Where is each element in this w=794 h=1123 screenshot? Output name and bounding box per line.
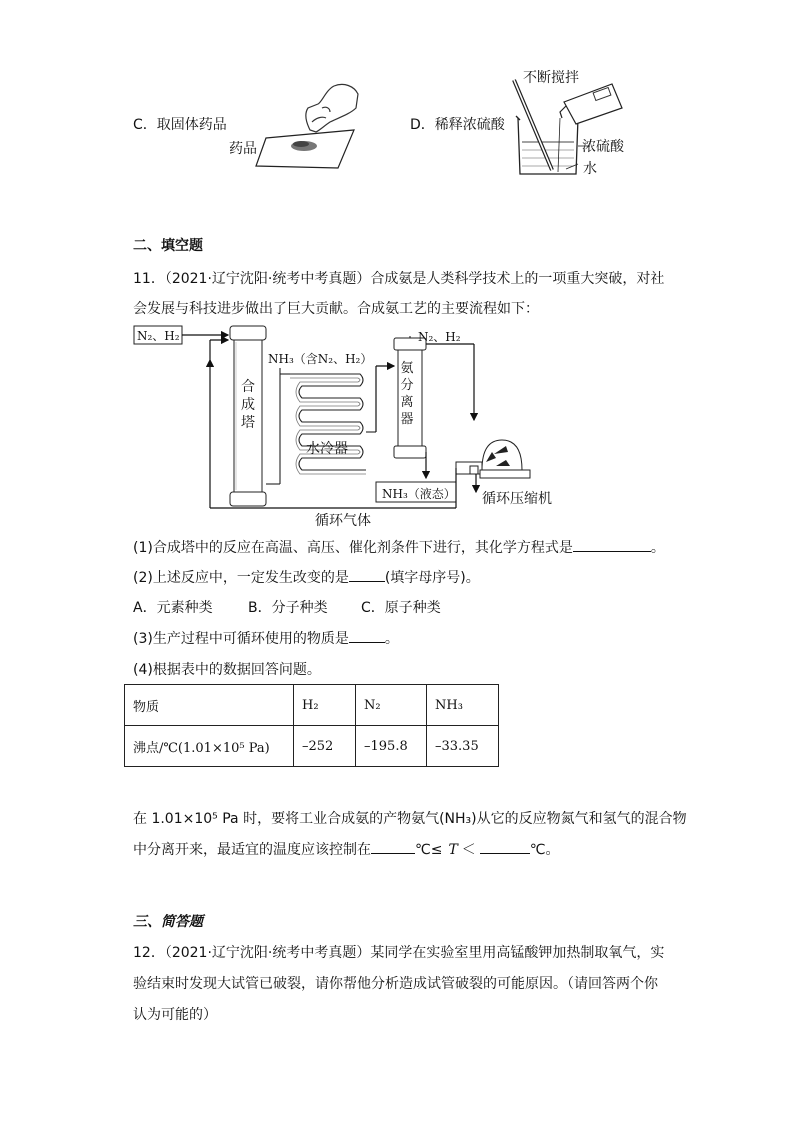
recycle-gas-label: 循环气体	[315, 513, 371, 529]
separator-top-label: N₂、H₂	[418, 330, 461, 344]
feed-label: N₂、H₂	[137, 329, 180, 343]
hand-icon	[306, 84, 358, 132]
q12-line2: 验结束时发现大试管已破裂，请你帮他分析造成试管破裂的可能原因。（请回答两个你	[133, 976, 658, 992]
section-title-fill-in: 二、填空题	[133, 238, 203, 254]
liquid-ammonia-label: NH₃（液态）	[382, 487, 456, 501]
choice-c: C．原子种类	[361, 600, 441, 616]
water-cooler-coil	[266, 368, 376, 484]
table-cell: –195.8	[356, 726, 427, 767]
boiling-point-table	[124, 684, 499, 767]
water-label: 水	[583, 161, 597, 177]
tower-label: 合成塔	[241, 379, 255, 431]
q11-para-line2: 中分离开来，最适宜的温度应该控制在 ℃≤ T ＜ ℃。	[133, 839, 560, 859]
q12-line1: 12．（2021·辽宁沈阳·统考中考真题）某同学在实验室里用高锰酸钾加热制取氧气，实	[133, 945, 665, 961]
q11-part4: (4)根据表中的数据回答问题。	[133, 662, 321, 678]
beaker	[516, 116, 578, 174]
stir-label: 不断搅拌	[523, 70, 579, 86]
take-solid-illustration	[226, 78, 366, 174]
answer-blank-2[interactable]	[349, 567, 385, 582]
table-cell: –252	[294, 726, 356, 767]
table-row	[125, 726, 499, 767]
compressor-label: 循环压缩机	[482, 491, 552, 507]
q11-part2: (2)上述反应中，一定发生改变的是 (填字母序号)。	[133, 567, 480, 587]
acid-label: 浓硫酸	[582, 139, 624, 155]
q11-intro-line2: 会发展与科技进步做出了巨大贡献。合成氨工艺的主要流程如下：	[133, 301, 539, 317]
answer-blank-1[interactable]	[573, 537, 651, 552]
q11-part3: (3)生产过程中可循环使用的物质是 。	[133, 628, 399, 648]
nh3-out-label: NH₃（含N₂、H₂）	[268, 352, 373, 366]
table-header-cell: 物质	[125, 685, 294, 726]
table-header-cell: H₂	[294, 685, 356, 726]
q11-intro-line1: 11．（2021·辽宁沈阳·统考中考真题）合成氨是人类科学技术上的一项重大突破，对社	[133, 271, 665, 287]
compressor-icon	[456, 440, 530, 478]
table-cell: –33.35	[427, 726, 499, 767]
table-row-label: 沸点/℃(1.01×10⁵ Pa)	[125, 726, 294, 767]
q11-part1: (1)合成塔中的反应在高温、高压、催化剂条件下进行，其化学方程式是 。	[133, 537, 665, 557]
option-d-label: D．稀释浓硫酸	[410, 117, 505, 133]
table-header-cell: NH₃	[427, 685, 499, 726]
choice-b: B．分子种类	[248, 600, 328, 616]
drug-label: 药品	[229, 141, 257, 157]
powder-pile	[291, 141, 317, 151]
choice-a: A．元素种类	[133, 600, 213, 616]
answer-blank-5[interactable]	[480, 839, 530, 854]
table-header-cell: N₂	[356, 685, 427, 726]
answer-blank-4[interactable]	[371, 839, 415, 854]
q12-line3: 认为可能的）	[133, 1007, 217, 1023]
answer-blank-3[interactable]	[349, 628, 385, 643]
cooler-label: 水冷器	[306, 441, 348, 457]
table-header-row	[125, 685, 499, 726]
q11-para-line1: 在 1.01×10⁵ Pa 时，要将工业合成氨的产物氨气(NH₃)从它的反应物氮气和氢气的混合物	[133, 811, 687, 827]
section-title-short-answer: 三、简答题	[133, 914, 203, 930]
option-c-label: C．取固体药品	[133, 117, 227, 133]
separator-label: 氨分离器	[400, 361, 414, 427]
